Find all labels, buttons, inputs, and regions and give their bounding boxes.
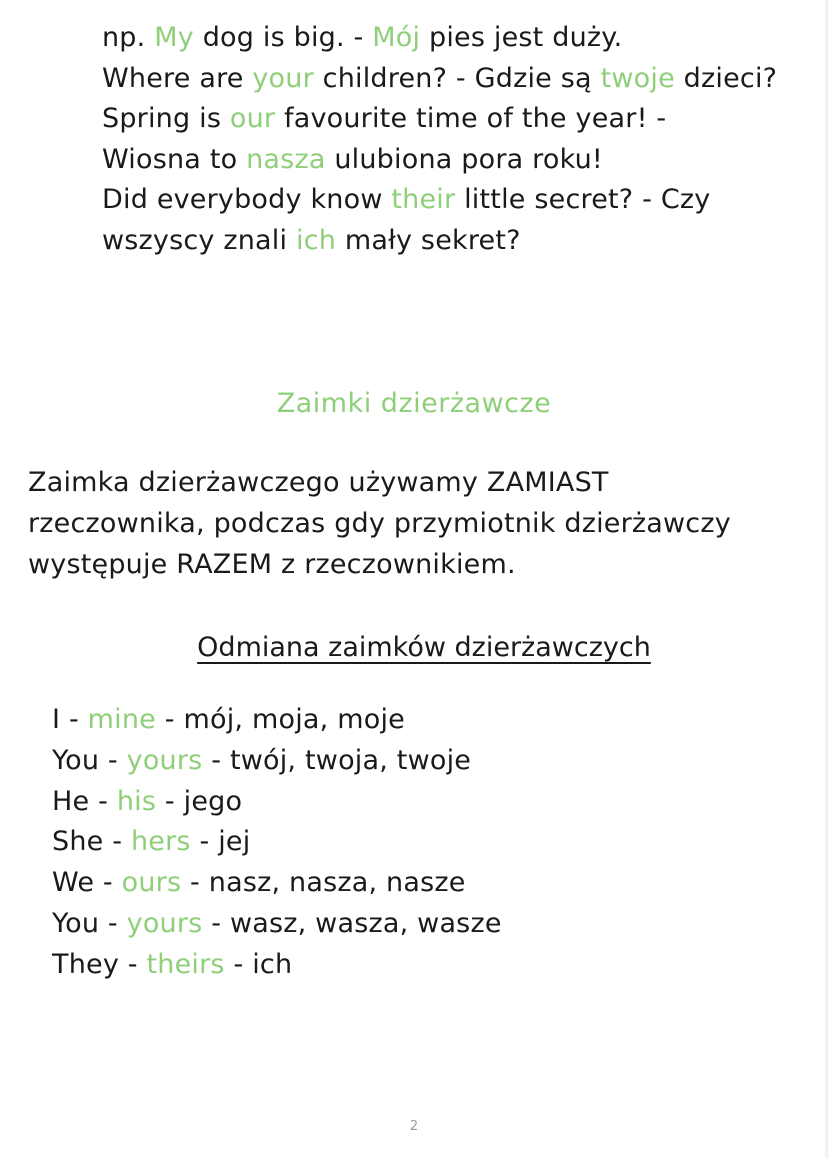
- example-line: wszyscy znali ich mały sekret?: [102, 224, 521, 256]
- highlight-word: our: [229, 103, 276, 134]
- description-line: rzeczownika, podczas gdy przymiotnik dzierżawczy: [28, 508, 731, 539]
- declension-row: I - mine - mój, moja, moje: [52, 704, 405, 735]
- possessive-form: yours: [126, 907, 203, 939]
- example-line: np. My dog is big. - Mój pies jest duży.: [102, 22, 623, 53]
- example-line: Wiosna to nasza ulubiona pora roku!: [102, 143, 603, 175]
- highlight-word: ich: [296, 224, 337, 256]
- description-line: występuje RAZEM z rzeczownikiem.: [28, 549, 516, 580]
- possessive-form: hers: [130, 826, 191, 858]
- possessive-form: theirs: [146, 948, 225, 980]
- declension-row: She - hers - jej: [52, 826, 251, 858]
- description: [28, 462, 808, 585]
- highlight-word: their: [391, 184, 456, 215]
- declension-list: [52, 700, 752, 986]
- declension-row: He - his - jego: [52, 785, 243, 817]
- declension-row: You - yours - twój, twoja, twoje: [52, 744, 472, 776]
- highlight-word: My: [154, 22, 194, 53]
- highlight-word: Mój: [372, 22, 421, 53]
- subheading-text: Odmiana zaimków dzierżawczych: [197, 632, 651, 663]
- highlight-word: your: [252, 62, 314, 94]
- possessive-form: ours: [121, 867, 182, 899]
- declension-row: They - theirs - ich: [52, 948, 293, 980]
- declension-row: We - ours - nasz, nasza, nasze: [52, 867, 466, 899]
- example-line: Did everybody know their little secret? - Czy: [102, 184, 711, 215]
- highlight-word: twoje: [600, 62, 675, 94]
- page-edge-shadow: [824, 0, 828, 1158]
- example-line: Spring is our favourite time of the year! -: [102, 103, 667, 134]
- description-line: Zaimka dzierżawczego używamy ZAMIAST: [28, 467, 609, 498]
- page-number: 2: [409, 1119, 419, 1134]
- possessive-form: his: [116, 785, 157, 817]
- declension-row: You - yours - wasz, wasza, wasze: [52, 907, 502, 939]
- possessive-form: mine: [87, 704, 156, 735]
- subheading: [0, 630, 828, 666]
- highlight-word: nasza: [246, 143, 326, 175]
- section-heading: Zaimki dzierżawcze: [276, 388, 552, 419]
- example-line: Where are your children? - Gdzie są twoje dzieci?: [102, 62, 778, 94]
- possessive-form: yours: [126, 744, 203, 776]
- example-sentences: [102, 18, 802, 261]
